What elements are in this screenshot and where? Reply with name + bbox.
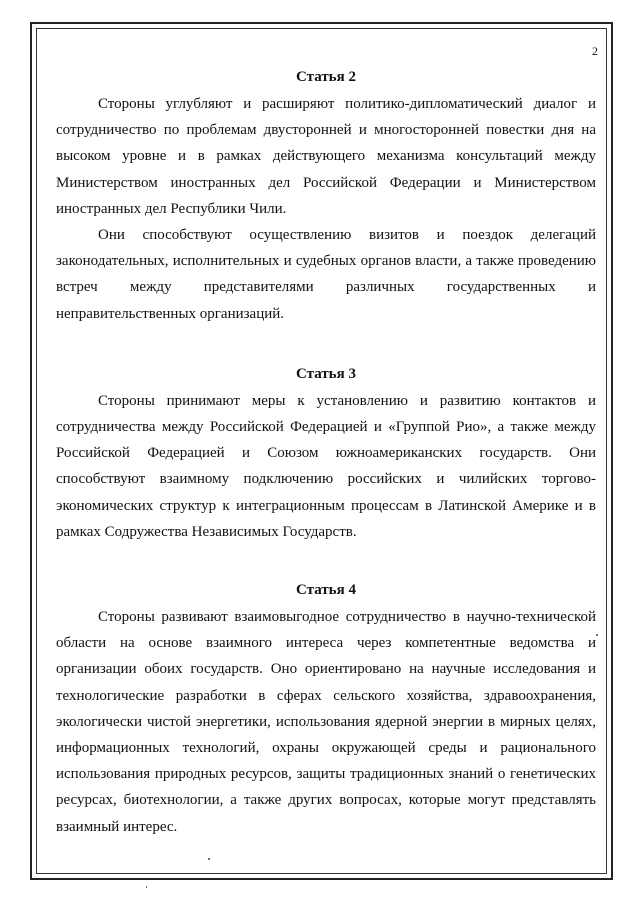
article-4-paragraph-1: Стороны развивают взаимовыгодное сотрудничество в научно-технической области на основе взаимного интереса через компетентные ведомства и организации обоих государств. Оно ориентировано на научные исследования и технологические разработки в сферах сельского хозяйства, здравоохранения, экологически чистой энергетики, использования ядерной энергии в мирных целях, информационных технологий, охраны окружающей среды и рационального использования природных ресурсов, защиты традиционных знаний о генетических ресурсах, биотехнологии, а также других вопросах, которые могут представлять взаимный интерес. [56, 609, 596, 835]
article-3-title: Статья 3 [296, 365, 356, 382]
article-2 [56, 66, 596, 327]
article-3 [56, 363, 596, 545]
document-body [56, 66, 596, 840]
article-2-paragraph-1: Стороны углубляют и расширяют политико-дипломатический диалог и сотрудничество по проблемам двусторонней и многосторонней повестки дня на высоком уровне и в рамках действующего механизма консультаций между Министерством иностранных дел Российской Федерации и Министерством иностранных дел Республики Чили. [56, 96, 596, 217]
article-4 [56, 579, 596, 840]
article-4-title: Статья 4 [296, 582, 356, 599]
scan-speck [596, 634, 598, 636]
scan-speck [146, 886, 147, 888]
article-3-paragraph-1: Стороны принимают меры к установлению и развитию контактов и сотрудничества между Российской Федерацией и «Группой Рио», а также между Российской Федерацией и Союзом южноамериканских государств. Они способствуют взаимному подключению российских и чилийских торгово-экономических структур к интеграционным процессам в Латинской Америке и в рамках Содружества Независимых Государств. [56, 392, 596, 540]
page-number: 2 [592, 44, 598, 58]
scan-speck [208, 858, 210, 860]
article-2-paragraph-2: Они способствуют осуществлению визитов и поездок делегаций законодательных, исполнительных и судебных органов власти, а также проведению встреч между представителями различных государственных и неправительственных организаций. [56, 227, 596, 322]
article-2-title: Статья 2 [296, 69, 356, 85]
